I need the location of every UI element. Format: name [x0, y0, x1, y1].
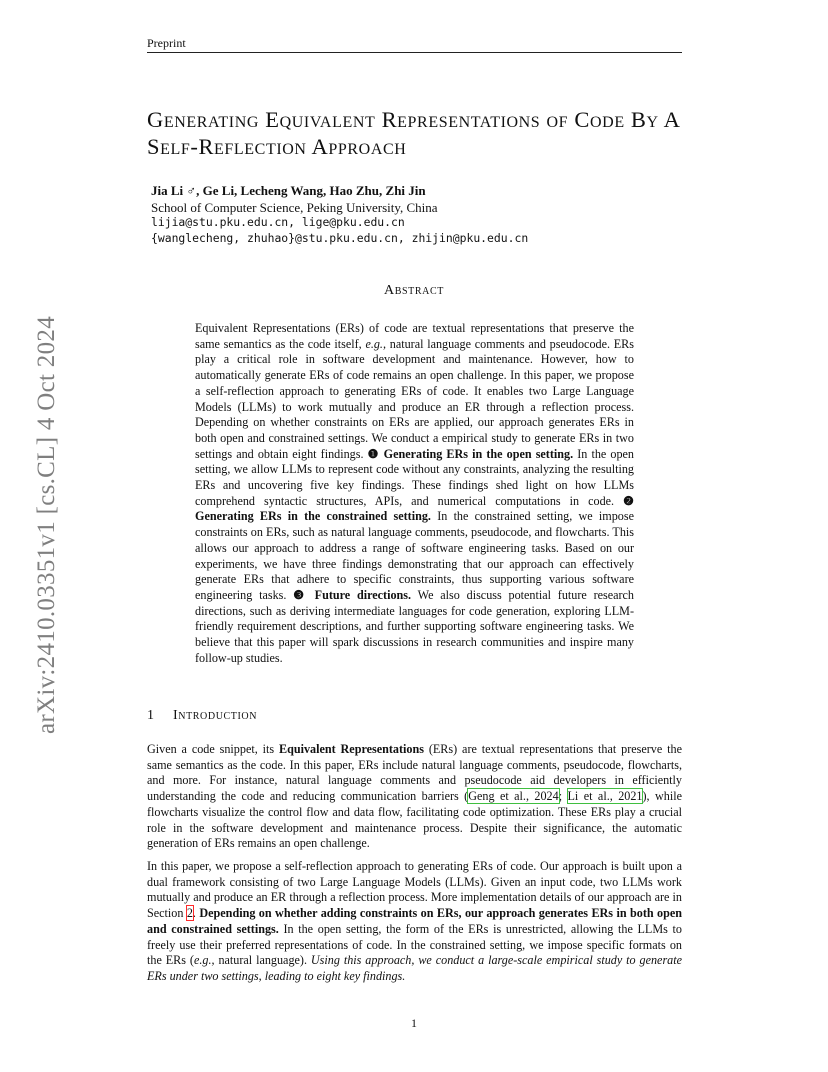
header-rule [147, 52, 682, 53]
intro-p2-text-4: natural language). [214, 953, 311, 968]
abstract-finding-open: ❶ Generating ERs in the open setting. [367, 446, 574, 461]
intro-p1-bold-term: Equivalent Representations [278, 742, 424, 756]
section-reference-link[interactable]: 2 [186, 906, 193, 921]
intro-paragraph-2 [147, 859, 682, 985]
intro-paragraph-1 [147, 742, 682, 852]
running-head: Preprint [147, 36, 186, 50]
abstract-eg: e.g., [365, 336, 387, 351]
section-heading-introduction [147, 708, 257, 724]
intro-p2-bold: Depending on whether adding constraints on ERs, our approach generates ERs in both open and constrained settings. [147, 906, 682, 936]
page-number: 1 [411, 1016, 417, 1030]
abstract-body [195, 321, 634, 666]
intro-p2-italic: Using this approach, we conduct a large-scale empirical study to generate ERs under two settings, leading to eight key findings. [147, 953, 682, 983]
citation-link-geng[interactable]: Geng et al., 2024 [468, 789, 559, 804]
author-list: Jia Li ♂, Ge Li, Lecheng Wang, Hao Zhu, Zhi Jin [151, 183, 426, 198]
intro-p2-eg: e.g., [193, 953, 215, 968]
intro-p1-text-3: ), while flowcharts visualize the control flow and data flow, facilitating code optimization. These ERs play a crucial role in the software development and maintenance process. Despite their significance, the automatic generation of ERs remains an open challenge. [147, 789, 682, 851]
intro-p1-text-1: Given a code snippet, its [147, 742, 279, 756]
email-line-2: {wanglecheng, zhuhao}@stu.pku.edu.cn, zhijin@pku.edu.cn [151, 231, 529, 245]
abstract-heading: Abstract [384, 283, 444, 298]
abstract-text-2: natural language comments and pseudocode. ERs play a critical role in software development and maintenance. However, how to automatically generate ERs of code remains an open challenge. In this paper, we propose a self-reflection approach to generating ERs of code. It enables two Large Language Models (LLMs) to work mutually and produce an ER through a reflection process. Depending on whether constraints on ERs are applied, our approach generates ERs in both open and constrained settings. We conduct a empirical study to generate ERs in two settings and obtain eight findings. [195, 336, 634, 461]
section-number: 1 [147, 708, 154, 723]
intro-p2-text-3: In the open setting, the form of the ERs is unrestricted, allowing the LLMs to freely use their preferred representations of code. In the constrained setting, we impose specific formats on the ERs ( [147, 921, 682, 968]
abstract-text-5: We also discuss potential future research directions, such as deriving intermediate languages for code generation, exploring LLM-friendly requirement descriptions, and further supporting software engineering tasks. We believe that this paper will spark discussions in research communities and inspire many follow-up studies. [195, 587, 635, 665]
affiliation: School of Computer Science, Peking University, China [151, 200, 438, 215]
citation-link-li[interactable]: Li et al., 2021 [567, 789, 643, 804]
abstract-finding-constrained: ❷ Generating ERs in the constrained setting. [195, 493, 634, 524]
arxiv-identifier-stamp: arXiv:2410.03351v1 [cs.CL] 4 Oct 2024 [33, 316, 60, 734]
intro-p1-text-2: (ERs) are textual representations that preserve the same semantics as the code. In this paper, ERs include natural language comments, pseudocode, flowcharts, and more. For instance, natural language comments and pseudocode aid developers in efficiently understanding the code and reducing communication barriers ( [147, 742, 682, 804]
paper-title: Generating Equivalent Representations of Code By A Self-Reflection Approach [147, 107, 680, 159]
abstract-text-1: Equivalent Representations (ERs) of code are textual representations that preserve the same semantics as the code itself, [195, 321, 634, 351]
citation-separator: ; [558, 789, 568, 804]
abstract-future-directions: ❸ Future directions. [293, 587, 412, 602]
intro-p2-text-2: . [192, 906, 200, 921]
abstract-text-3: In the open setting, we allow LLMs to represent code without any constraints, analyzing the resulting ERs and uncovering five key findings. These findings shed light on how LLMs comprehend syntactic structures, APIs, and numerical computations in code. [195, 446, 634, 508]
email-line-1: lijia@stu.pku.edu.cn, lige@pku.edu.cn [151, 215, 405, 229]
abstract-text-4: In the constrained setting, we impose constraints on ERs, such as natural language comments, pseudocode, and flowcharts. This allows our approach to address a range of software engineering tasks. Based on our experiments, we have three findings demonstrating that our approach can effectively generate ERs that adhere to specific constraints, thus supporting various software engineering tasks. [195, 509, 634, 602]
intro-p2-text-1: In this paper, we propose a self-reflection approach to generating ERs of code. Our approach is built upon a dual framework consisting of two Large Language Models (LLMs). Given an input code, two LLMs work mutually and produce an ER through a reflection process. More implementation details of our approach are in Section [147, 859, 682, 921]
section-title: Introduction [173, 708, 258, 723]
